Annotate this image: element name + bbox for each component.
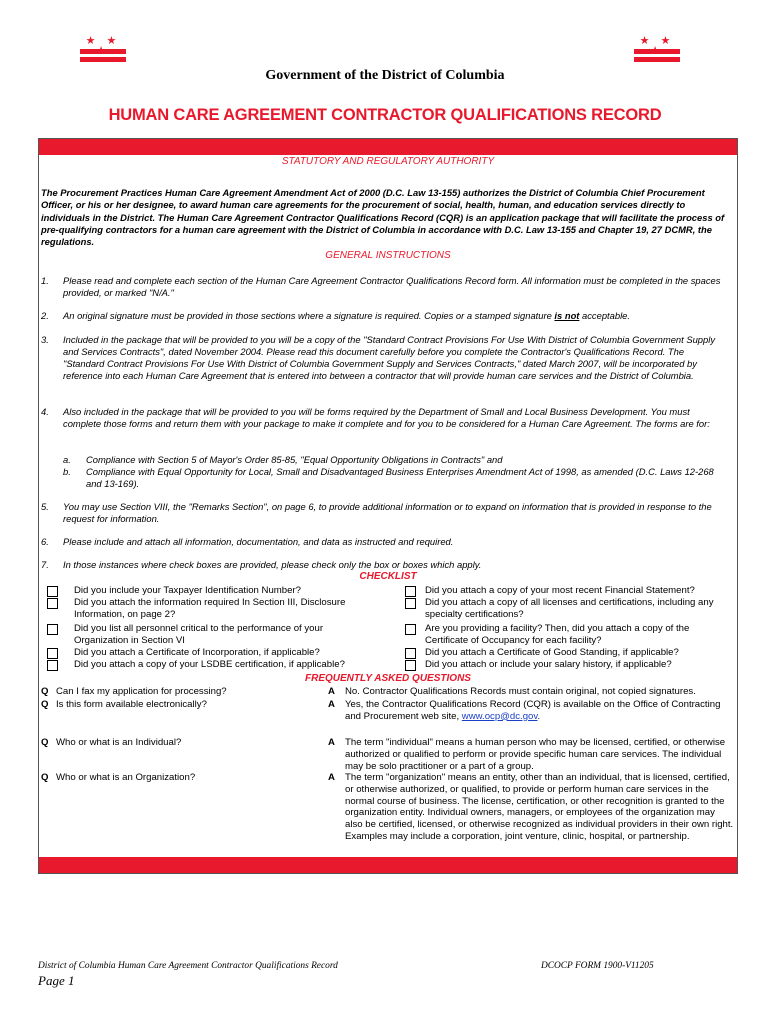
- answer-text: The term "organization" means an entity, other than an individual, that is licensed, certified, or otherwise authorized, or qualified, to provide or perform human care services in the normal course of business. The license, certification, or other recognition is granted to the organization entity. Individual owners, managers, or employees of the organization may also be certified, licensed, or otherwise recognized as individual providers in their own right. Examples may include a corporation, joint venture, clinic, hospital, or partnership.: [345, 772, 734, 842]
- checkbox[interactable]: [405, 660, 416, 671]
- dc-flag-left: [80, 36, 126, 66]
- question-label: Q: [41, 699, 49, 710]
- answer-label: A: [328, 772, 335, 783]
- item-text: Please include and attach all information, documentation, and data as instructed and required.: [63, 536, 454, 547]
- footer-form-number: DCOCP FORM 1900-V11205: [541, 961, 654, 971]
- checklist-label: Did you attach a copy of your LSDBE certification, if applicable?: [74, 659, 345, 670]
- checkbox[interactable]: [47, 586, 58, 597]
- page-title: HUMAN CARE AGREEMENT CONTRACTOR QUALIFICATIONS RECORD: [108, 106, 662, 124]
- checkbox[interactable]: [405, 598, 416, 609]
- emphasis-text: is not: [554, 310, 580, 321]
- answer-label: A: [328, 699, 335, 710]
- checklist-label: Did you attach a copy of all licenses and certifications, including any specialty certifications?: [425, 597, 714, 620]
- answer-label: A: [328, 686, 335, 697]
- sub-item-letter: a.: [63, 454, 71, 465]
- answer-text: [345, 699, 735, 723]
- form-box: [38, 138, 738, 874]
- checklist-label: Did you attach a copy of your most recent Financial Statement?: [425, 585, 695, 596]
- answer-text-part: .: [537, 710, 541, 722]
- dc-flag-right: [634, 36, 680, 66]
- checklist-label: Did you include your Taxpayer Identification Number?: [74, 585, 301, 596]
- item-text: Included in the package that will be provided to you will be a copy of the "Standard Contract Provisions For Use With District of Columbia Government Supply and Services Contracts", dated November 2004. Please read this document carefully before you complete the Contractor's Qualifications Record. The "Standard Contract Provisions For Use With District of Columbia Government Supply and Services Contracts," dated March 2007, will be incorporated by reference into each Human Care Agreement that is entered into between a contractor that will provide human care services and the District of Columbia.: [63, 334, 716, 381]
- checkbox[interactable]: [47, 660, 58, 671]
- item-number: 7.: [41, 559, 49, 570]
- question-label: Q: [41, 737, 49, 748]
- sub-item-letter: b.: [63, 466, 71, 477]
- ocp-website-link[interactable]: www.ocp@dc.gov: [461, 710, 538, 722]
- item-number: 4.: [41, 406, 49, 417]
- flag-bar: [80, 49, 126, 54]
- checkbox[interactable]: [47, 624, 58, 635]
- government-heading: Government of the District of Columbia: [265, 68, 505, 83]
- checklist-heading: CHECKLIST: [359, 571, 417, 582]
- footer-form-title: District of Columbia Human Care Agreement Contractor Qualifications Record: [38, 961, 338, 971]
- checklist-label: Did you attach a Certificate of Good Standing, if applicable?: [425, 647, 679, 658]
- item-number: 5.: [41, 501, 49, 512]
- item-text: Please read and complete each section of the Human Care Agreement Contractor Qualifications Record form. All information must be completed in the spaces provided, or marked "N/A.": [63, 275, 721, 298]
- checkbox[interactable]: [405, 624, 416, 635]
- question-text: Is this form available electronically?: [56, 699, 207, 710]
- item-text: In those instances where check boxes are provided, please check only the box or boxes which apply.: [63, 559, 482, 570]
- question-label: Q: [41, 772, 49, 783]
- flag-bar: [80, 57, 126, 62]
- item-number: 2.: [41, 310, 49, 321]
- answer-label: A: [328, 737, 335, 748]
- answer-text-part: Yes, the Contractor Qualifications Record (CQR) is available on the Office of Contracting and Procurement web site,: [345, 699, 721, 722]
- flag-stars: ★ ★: [639, 35, 675, 47]
- checkbox[interactable]: [405, 586, 416, 597]
- checklist-label: Are you providing a facility? Then, did you attach a copy of the Certificate of Occupancy for each facility?: [425, 623, 690, 646]
- flag-stars: ★ ★: [85, 35, 121, 47]
- item-text: You may use Section VIII, the "Remarks Section", on page 6, to provide additional information or to expand on information that is provided in response to the request for information.: [63, 501, 712, 524]
- item-number: 1.: [41, 275, 49, 286]
- item-text-part: acceptable.: [579, 310, 630, 321]
- top-red-bar: [39, 139, 737, 155]
- item-text-part: An original signature must be provided in those sections where a signature is required. Copies or a stamped signature: [63, 310, 555, 321]
- checklist-label: Did you attach or include your salary history, if applicable?: [425, 659, 672, 670]
- statutory-text: The Procurement Practices Human Care Agreement Amendment Act of 2000 (D.C. Law 13-155) authorizes the District of Columbia Chief Procurement Officer, or his or her designee, to award human care agreements for the procurement of social, health, human, and education services directly to individuals in the District. The Human Care Agreement Contractor Qualifications Record (CQR) is an application package that will facilitate the process of pre-qualifying contractors for a human care agreement with the District of Columbia in accordance with D.C. Law 13-155 and Chapter 19, 27 DCMR, the regulations.: [41, 187, 725, 248]
- item-number: 6.: [41, 536, 49, 547]
- checklist-label: Did you list all personnel critical to the performance of your Organization in Section VI: [74, 623, 324, 646]
- checklist-label: Did you attach a Certificate of Incorporation, if applicable?: [74, 647, 320, 658]
- sub-item-text: Compliance with Equal Opportunity for Local, Small and Disadvantaged Business Enterprises Amendment Act of 1998, as amended (D.C. Laws 12-268 and 13-169).: [86, 466, 714, 489]
- bottom-red-bar: [39, 857, 737, 873]
- page-number: Page 1: [38, 973, 75, 988]
- checkbox[interactable]: [405, 648, 416, 659]
- flag-bar: [634, 57, 680, 62]
- checklist-label: Did you attach the information required In Section III, Disclosure Information, on page 2?: [74, 597, 346, 620]
- sub-item-text: Compliance with Section 5 of Mayor's Order 85-85, "Equal Opportunity Obligations in Contracts" and: [86, 454, 503, 465]
- item-text: Also included in the package that will be provided to you will be forms required by the Department of Small and Local Business Development. You must complete those forms and return them with your package to make it complete and for you to be considered for a Human Care Agreement. The forms are for:: [63, 406, 710, 429]
- flag-bar: [634, 49, 680, 54]
- question-label: Q: [41, 686, 49, 697]
- answer-text: The term "individual" means a human person who may be licensed, certified, or otherwise authorized or qualified to perform or provide specific human care services. The individual may be solo practitioner or a part of a group.: [345, 737, 726, 772]
- item-text: [63, 310, 723, 322]
- answer-text: No. Contractor Qualifications Records must contain original, not copied signatures.: [345, 686, 696, 697]
- checkbox[interactable]: [47, 598, 58, 609]
- statutory-heading: STATUTORY AND REGULATORY AUTHORITY: [281, 156, 495, 167]
- question-text: Who or what is an Individual?: [56, 737, 182, 748]
- question-text: Can I fax my application for processing?: [56, 686, 227, 697]
- instructions-heading: GENERAL INSTRUCTIONS: [325, 250, 451, 261]
- question-text: Who or what is an Organization?: [56, 772, 196, 783]
- item-number: 3.: [41, 334, 49, 345]
- faq-heading: FREQUENTLY ASKED QUESTIONS: [305, 673, 471, 684]
- checkbox[interactable]: [47, 648, 58, 659]
